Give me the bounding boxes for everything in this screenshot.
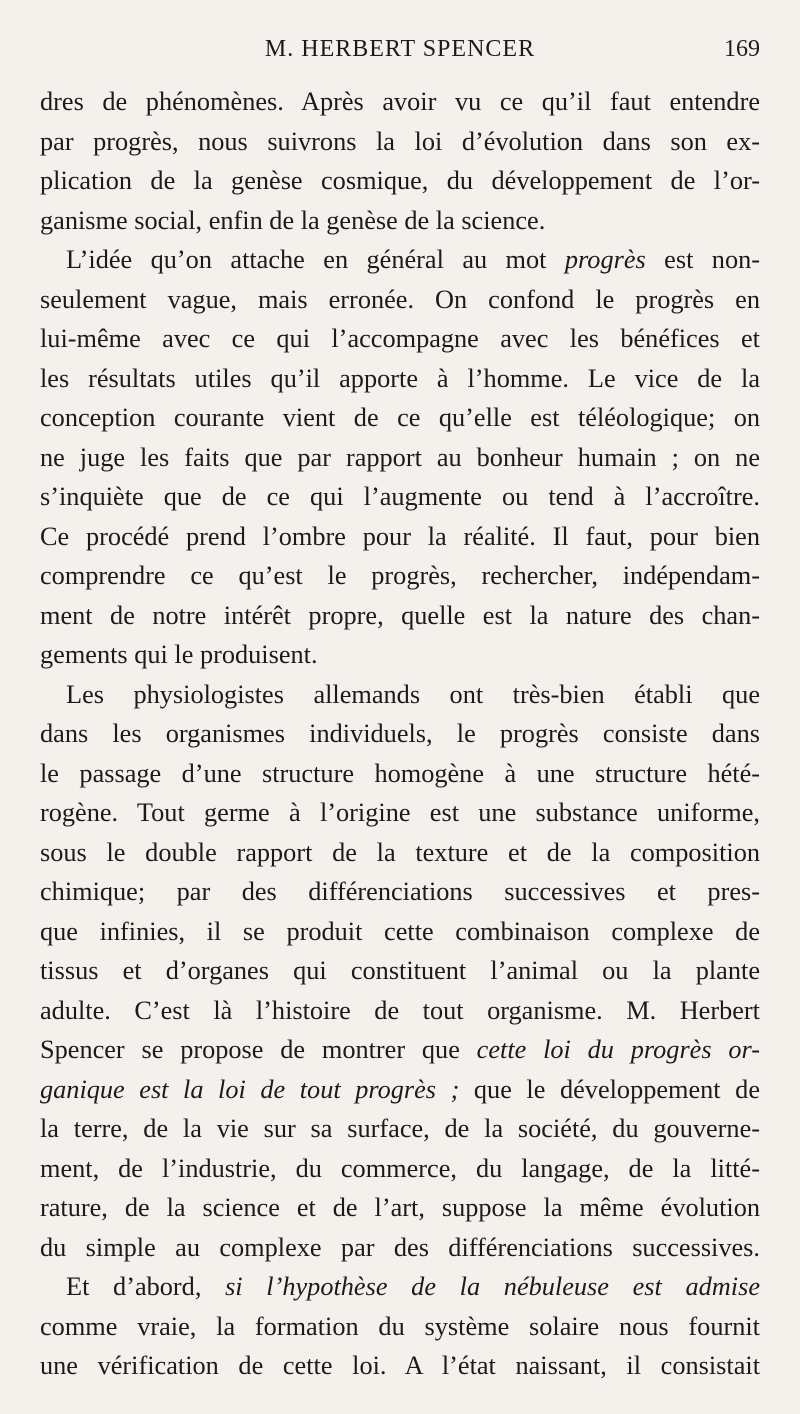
text-line: que infinies, il se produit cette combinaison complexe de <box>40 916 760 946</box>
text-run: L’idée qu’on attache en général au mot <box>66 245 565 274</box>
text-run: que le développement de <box>459 1074 760 1104</box>
italic-phrase: cette loi du progrès or- <box>476 1035 760 1064</box>
text-line: les résultats utiles qu’il apporte à l’homme. Le vice de la <box>40 363 760 393</box>
text-line: plication de la genèse cosmique, du développement de l’or- <box>40 166 760 195</box>
text-line: lui-même avec ce qui l’accompagne avec les bénéfices et <box>40 324 760 353</box>
text-line: conception courante vient de ce qu’elle est téléologique; on <box>40 403 760 432</box>
text-line <box>40 1030 760 1070</box>
text-line: comme vraie, la formation du système solaire nous fournit <box>40 1311 760 1341</box>
page-header <box>40 36 760 76</box>
text-line: ment, de l’industrie, du commerce, du langage, de la litté- <box>40 1153 760 1183</box>
text-line: rature, de la science et de l’art, suppose la même évolution <box>40 1193 760 1222</box>
text-line: la terre, de la vie sur sa surface, de la société, du gouverne- <box>40 1114 760 1143</box>
italic-phrase: si l’hypothèse de la nébuleuse est admise <box>225 1272 760 1301</box>
text-line: du simple au complexe par des différenciations successives. <box>40 1232 760 1262</box>
text-line: Ce procédé prend l’ombre pour la réalité. Il faut, pour bien <box>40 521 760 551</box>
text-line: ganisme social, enfin de la genèse de la science. <box>40 205 546 235</box>
text-line: sous le double rapport de la texture et de la composition <box>40 837 760 867</box>
text-line: rogène. Tout germe à l’origine est une substance uniforme, <box>40 798 760 827</box>
text-line: une vérification de cette loi. A l’état naissant, il consistait <box>40 1351 760 1380</box>
text-line: dans les organismes individuels, le progrès consiste dans <box>40 719 760 748</box>
text-line: adulte. C’est là l’histoire de tout organisme. M. Herbert <box>40 995 760 1025</box>
text-line: comprendre ce qu’est le progrès, rechercher, indépendam- <box>40 561 760 590</box>
text-line: dres de phénomènes. Après avoir vu ce qu’il faut entendre <box>40 87 760 116</box>
text-run: Et d’abord, <box>66 1272 226 1301</box>
text-run: Spencer se propose de montrer que <box>40 1035 477 1064</box>
text-line: tissus et d’organes qui constituent l’animal ou la plante <box>40 956 760 985</box>
text-line: ment de notre intérêt propre, quelle est la nature des chan- <box>40 600 760 630</box>
text-line: Les physiologistes allemands ont très-bien établi que <box>66 679 760 709</box>
text-line <box>40 1267 760 1307</box>
italic-phrase: ganique est la loi de tout progrès ; <box>40 1074 460 1104</box>
text-line <box>40 240 760 280</box>
italic-term: progrès <box>564 245 646 274</box>
page-number: 169 <box>724 36 760 62</box>
running-title: M. HERBERT SPENCER <box>264 36 536 62</box>
text-line: s’inquiète que de ce qui l’augmente ou tend à l’accroître. <box>40 482 760 511</box>
text-line <box>40 1070 760 1110</box>
text-line: ne juge les faits que par rapport au bonheur humain ; on ne <box>40 442 760 472</box>
text-run: est non- <box>645 245 760 274</box>
text-line: gements qui le produisent. <box>40 640 318 669</box>
text-line: le passage d’une structure homogène à une structure hété- <box>40 758 760 788</box>
text-line: chimique; par des différenciations successives et pres- <box>40 877 760 906</box>
body-text <box>40 82 760 1386</box>
text-line: par progrès, nous suivrons la loi d’évolution dans son ex- <box>40 126 760 156</box>
text-line: seulement vague, mais erronée. On confond le progrès en <box>40 284 760 314</box>
